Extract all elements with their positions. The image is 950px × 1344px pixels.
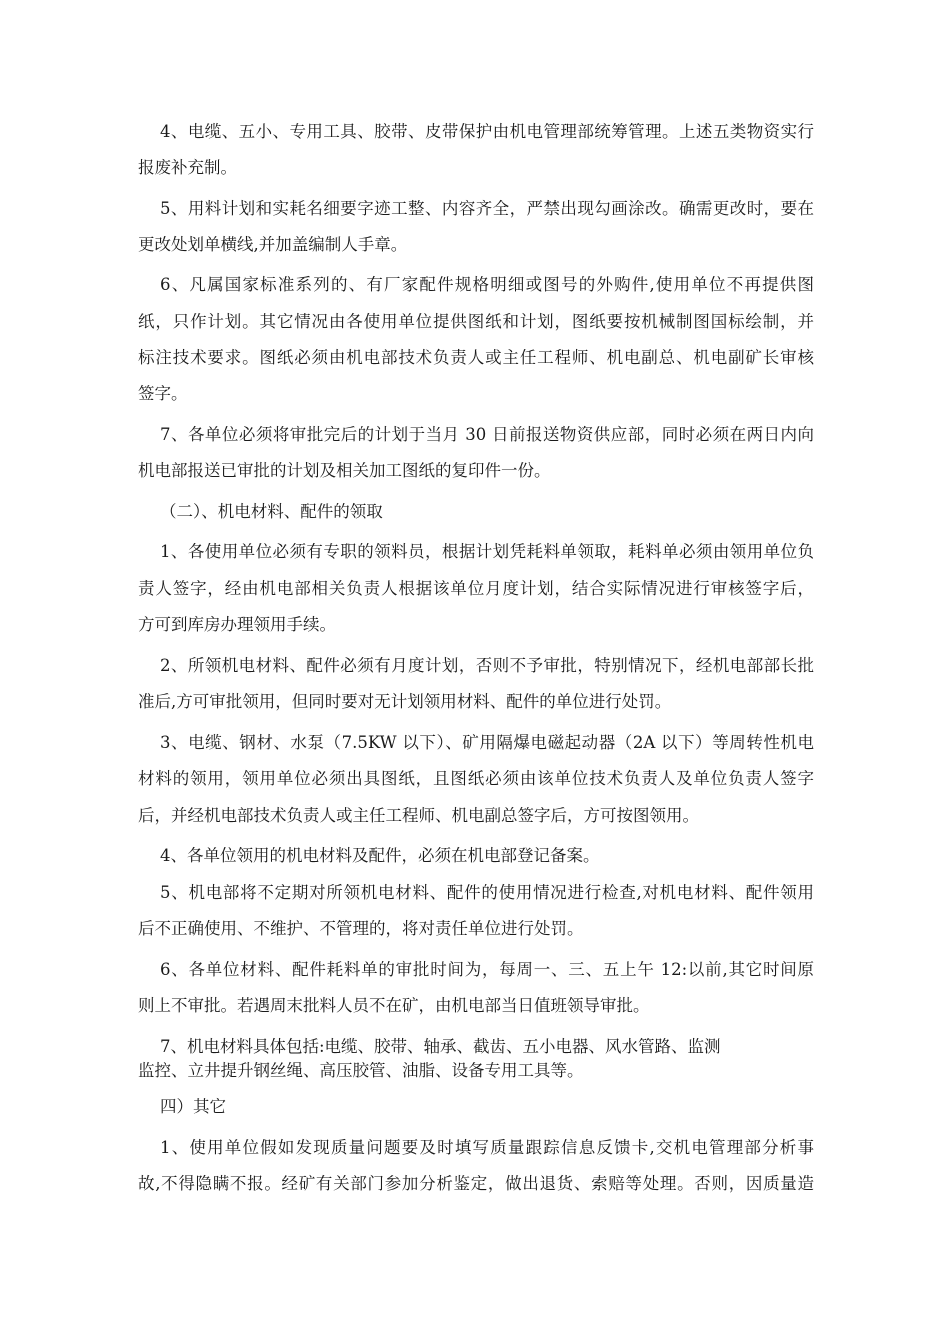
paragraph-7-line-2: 机电部报送已审批的计划及相关加工图纸的复印件一份。 [138, 461, 551, 480]
section-heading-2: （二）、机电材料、配件的领取 [160, 502, 383, 521]
paragraph-4-line-2: 报废补充制。 [138, 158, 237, 177]
paragraph-6-line-2: 纸，只作计划。其它情况由各使用单位提供图纸和计划，图纸要按机械制图国标绘制，并 [138, 312, 814, 331]
paragraph-6-line-1: 6、凡属国家标准系列的、有厂家配件规格明细或图号的外购件,使用单位不再提供图 [160, 275, 814, 294]
item-4-line-1: 4、各单位领用的机电材料及配件，必须在机电部登记备案。 [160, 846, 600, 865]
item-5-line-1: 5、机电部将不定期对所领机电材料、配件的使用情况进行检查,对机电材料、配件领用 [160, 883, 814, 902]
item-2-line-2: 准后,方可审批领用，但同时要对无计划领用材料、配件的单位进行处罚。 [138, 692, 672, 711]
other-item-1-line-1: 1、使用单位假如发现质量问题要及时填写质量跟踪信息反馈卡,交机电管理部分析事 [160, 1138, 814, 1157]
paragraph-7-line-1: 7、各单位必须将审批完后的计划于当月 30 日前报送物资供应部，同时必须在两日内向 [160, 425, 814, 444]
paragraph-5-line-1: 5、用料计划和实耗名细要字迹工整、内容齐全，严禁出现勾画涂改。确需更改时，要在 [160, 199, 814, 218]
item-3-line-2: 材料的领用，领用单位必须出具图纸，且图纸必须由该单位技术负责人及单位负责人签字 [138, 769, 814, 788]
item-1-line-2: 责人签字，经由机电部相关负责人根据该单位月度计划，结合实际情况进行审核签字后， [138, 579, 814, 598]
item-7-line-2: 监控、立井提升钢丝绳、高压胶管、油脂、设备专用工具等。 [138, 1061, 584, 1080]
paragraph-4-line-1: 4、电缆、五小、专用工具、胶带、皮带保护由机电管理部统筹管理。上述五类物资实行 [160, 122, 814, 141]
item-1-line-1: 1、各使用单位必须有专职的领料员，根据计划凭耗料单领取，耗料单必须由领用单位负 [160, 542, 814, 561]
item-3-line-1: 3、电缆、钢材、水泵（7.5KW 以下）、矿用隔爆电磁起动器（2A 以下）等周转性机电 [160, 733, 814, 752]
item-1-line-3: 方可到库房办理领用手续。 [138, 615, 336, 634]
paragraph-6-line-3: 标注技术要求。图纸必须由机电部技术负责人或主任工程师、机电副总、机电副矿长审核 [138, 348, 814, 367]
section-heading-4: 四）其它 [160, 1097, 226, 1116]
item-3-line-3: 后，并经机电部技术负责人或主任工程师、机电副总签字后，方可按图领用。 [138, 806, 699, 825]
paragraph-5-line-2: 更改处划单横线,并加盖编制人手章。 [138, 235, 408, 254]
item-5-line-2: 后不正确使用、不维护、不管理的，将对责任单位进行处罚。 [138, 919, 584, 938]
item-6-line-1: 6、各单位材料、配件耗料单的审批时间为，每周一、三、五上午 12:以前,其它时间原 [160, 960, 814, 979]
other-item-1-line-2: 故,不得隐瞒不报。经矿有关部门参加分析鉴定，做出退货、索赔等处理。否则，因质量造 [138, 1174, 814, 1193]
item-7-line-1: 7、机电材料具体包括:电缆、胶带、轴承、截齿、五小电器、风水管路、监测 [160, 1037, 721, 1056]
item-2-line-1: 2、所领机电材料、配件必须有月度计划，否则不予审批，特别情况下，经机电部部长批 [160, 656, 814, 675]
item-6-line-2: 则上不审批。若遇周末批料人员不在矿，由机电部当日值班领导审批。 [138, 996, 650, 1015]
paragraph-6-line-4: 签字。 [138, 384, 188, 403]
